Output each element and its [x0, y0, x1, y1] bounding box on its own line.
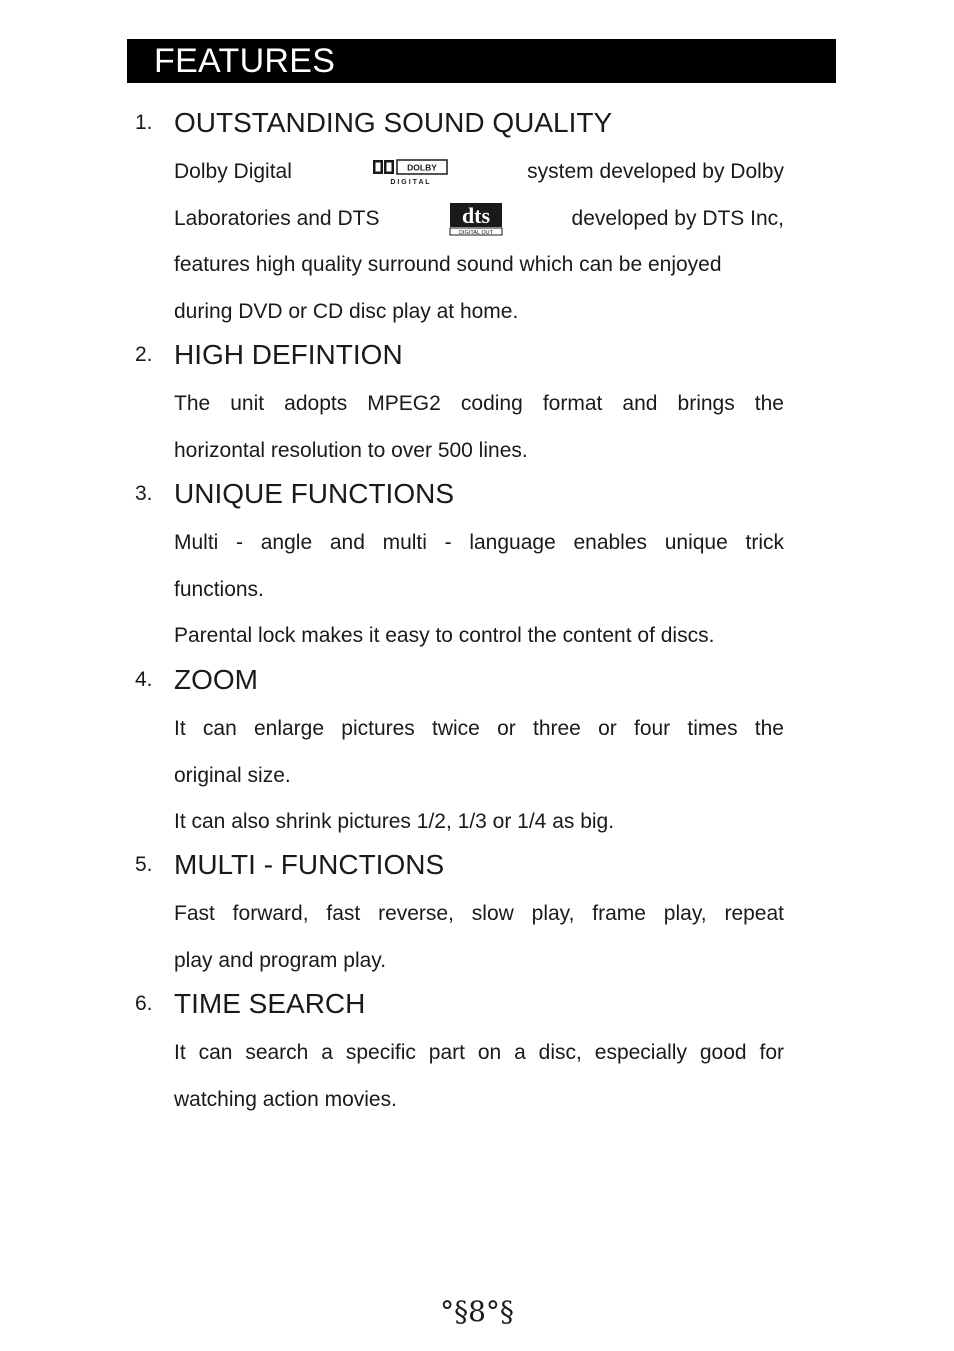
section-number: 2. — [135, 343, 153, 366]
section-number: 1. — [135, 111, 153, 134]
body-line: watching action movies. — [174, 1087, 397, 1111]
section-number: 4. — [135, 668, 153, 691]
section-body — [174, 381, 784, 474]
body-line: play and program play. — [174, 948, 387, 972]
body-line: It can search a specific part on a disc, especially good for — [174, 1041, 784, 1064]
body-line: original size. — [174, 763, 291, 787]
dts-digital-out-logo-icon — [449, 202, 503, 236]
body-line: Fast forward, fast reverse, slow play, frame play, repeat — [174, 902, 784, 925]
section-body — [174, 706, 784, 846]
body-line: features high quality surround sound which can be enjoyed — [174, 253, 722, 276]
section-heading: ZOOM — [174, 664, 258, 695]
page-title: FEATURES — [154, 42, 336, 80]
body-line: Parental lock makes it easy to control the content of discs. — [174, 624, 715, 647]
body-line: during DVD or CD disc play at home. — [174, 299, 519, 323]
body-line: The unit adopts MPEG2 coding format and brings the — [174, 392, 784, 415]
section-number: 6. — [135, 992, 153, 1015]
section-number: 5. — [135, 853, 153, 876]
section-heading: MULTI - FUNCTIONS — [174, 849, 445, 880]
page-number: °§8°§ — [440, 1295, 514, 1328]
body-line: Multi - angle and multi - language enables unique trick — [174, 531, 784, 554]
dolby-logo-subword: D I G I T A L — [389, 179, 430, 187]
section-heading: UNIQUE FUNCTIONS — [174, 478, 454, 509]
body-line: It can enlarge pictures twice or three or four times the — [174, 717, 784, 740]
section-body — [174, 149, 784, 335]
section-header-bar — [127, 39, 836, 83]
dts-logo-subword: DIGITAL OUT — [458, 229, 493, 236]
dolby-logo-word: DOLBY — [406, 162, 437, 173]
body-line: It can also shrink pictures 1/2, 1/3 or 1/4 as big. — [174, 810, 615, 833]
section-heading: HIGH DEFINTION — [174, 339, 403, 370]
section-body — [174, 1030, 784, 1123]
section-heading: OUTSTANDING SOUND QUALITY — [174, 107, 613, 138]
section-heading: TIME SEARCH — [174, 988, 366, 1019]
section-body — [174, 891, 784, 984]
body-line-with-dolby-logo: Dolby Digital DOLBY D I G I T A L system developed by Dolby — [174, 160, 784, 187]
section-number: 3. — [135, 482, 153, 505]
body-line-with-dts-logo: Laboratories and DTS dts DIGITAL OUT developed by DTS Inc, — [174, 202, 784, 236]
dts-logo-word: dts — [461, 202, 490, 228]
dolby-digital-logo-icon — [372, 158, 448, 186]
body-line: horizontal resolution to over 500 lines. — [174, 438, 528, 462]
section-body — [174, 520, 784, 660]
body-line: functions. — [174, 577, 264, 601]
